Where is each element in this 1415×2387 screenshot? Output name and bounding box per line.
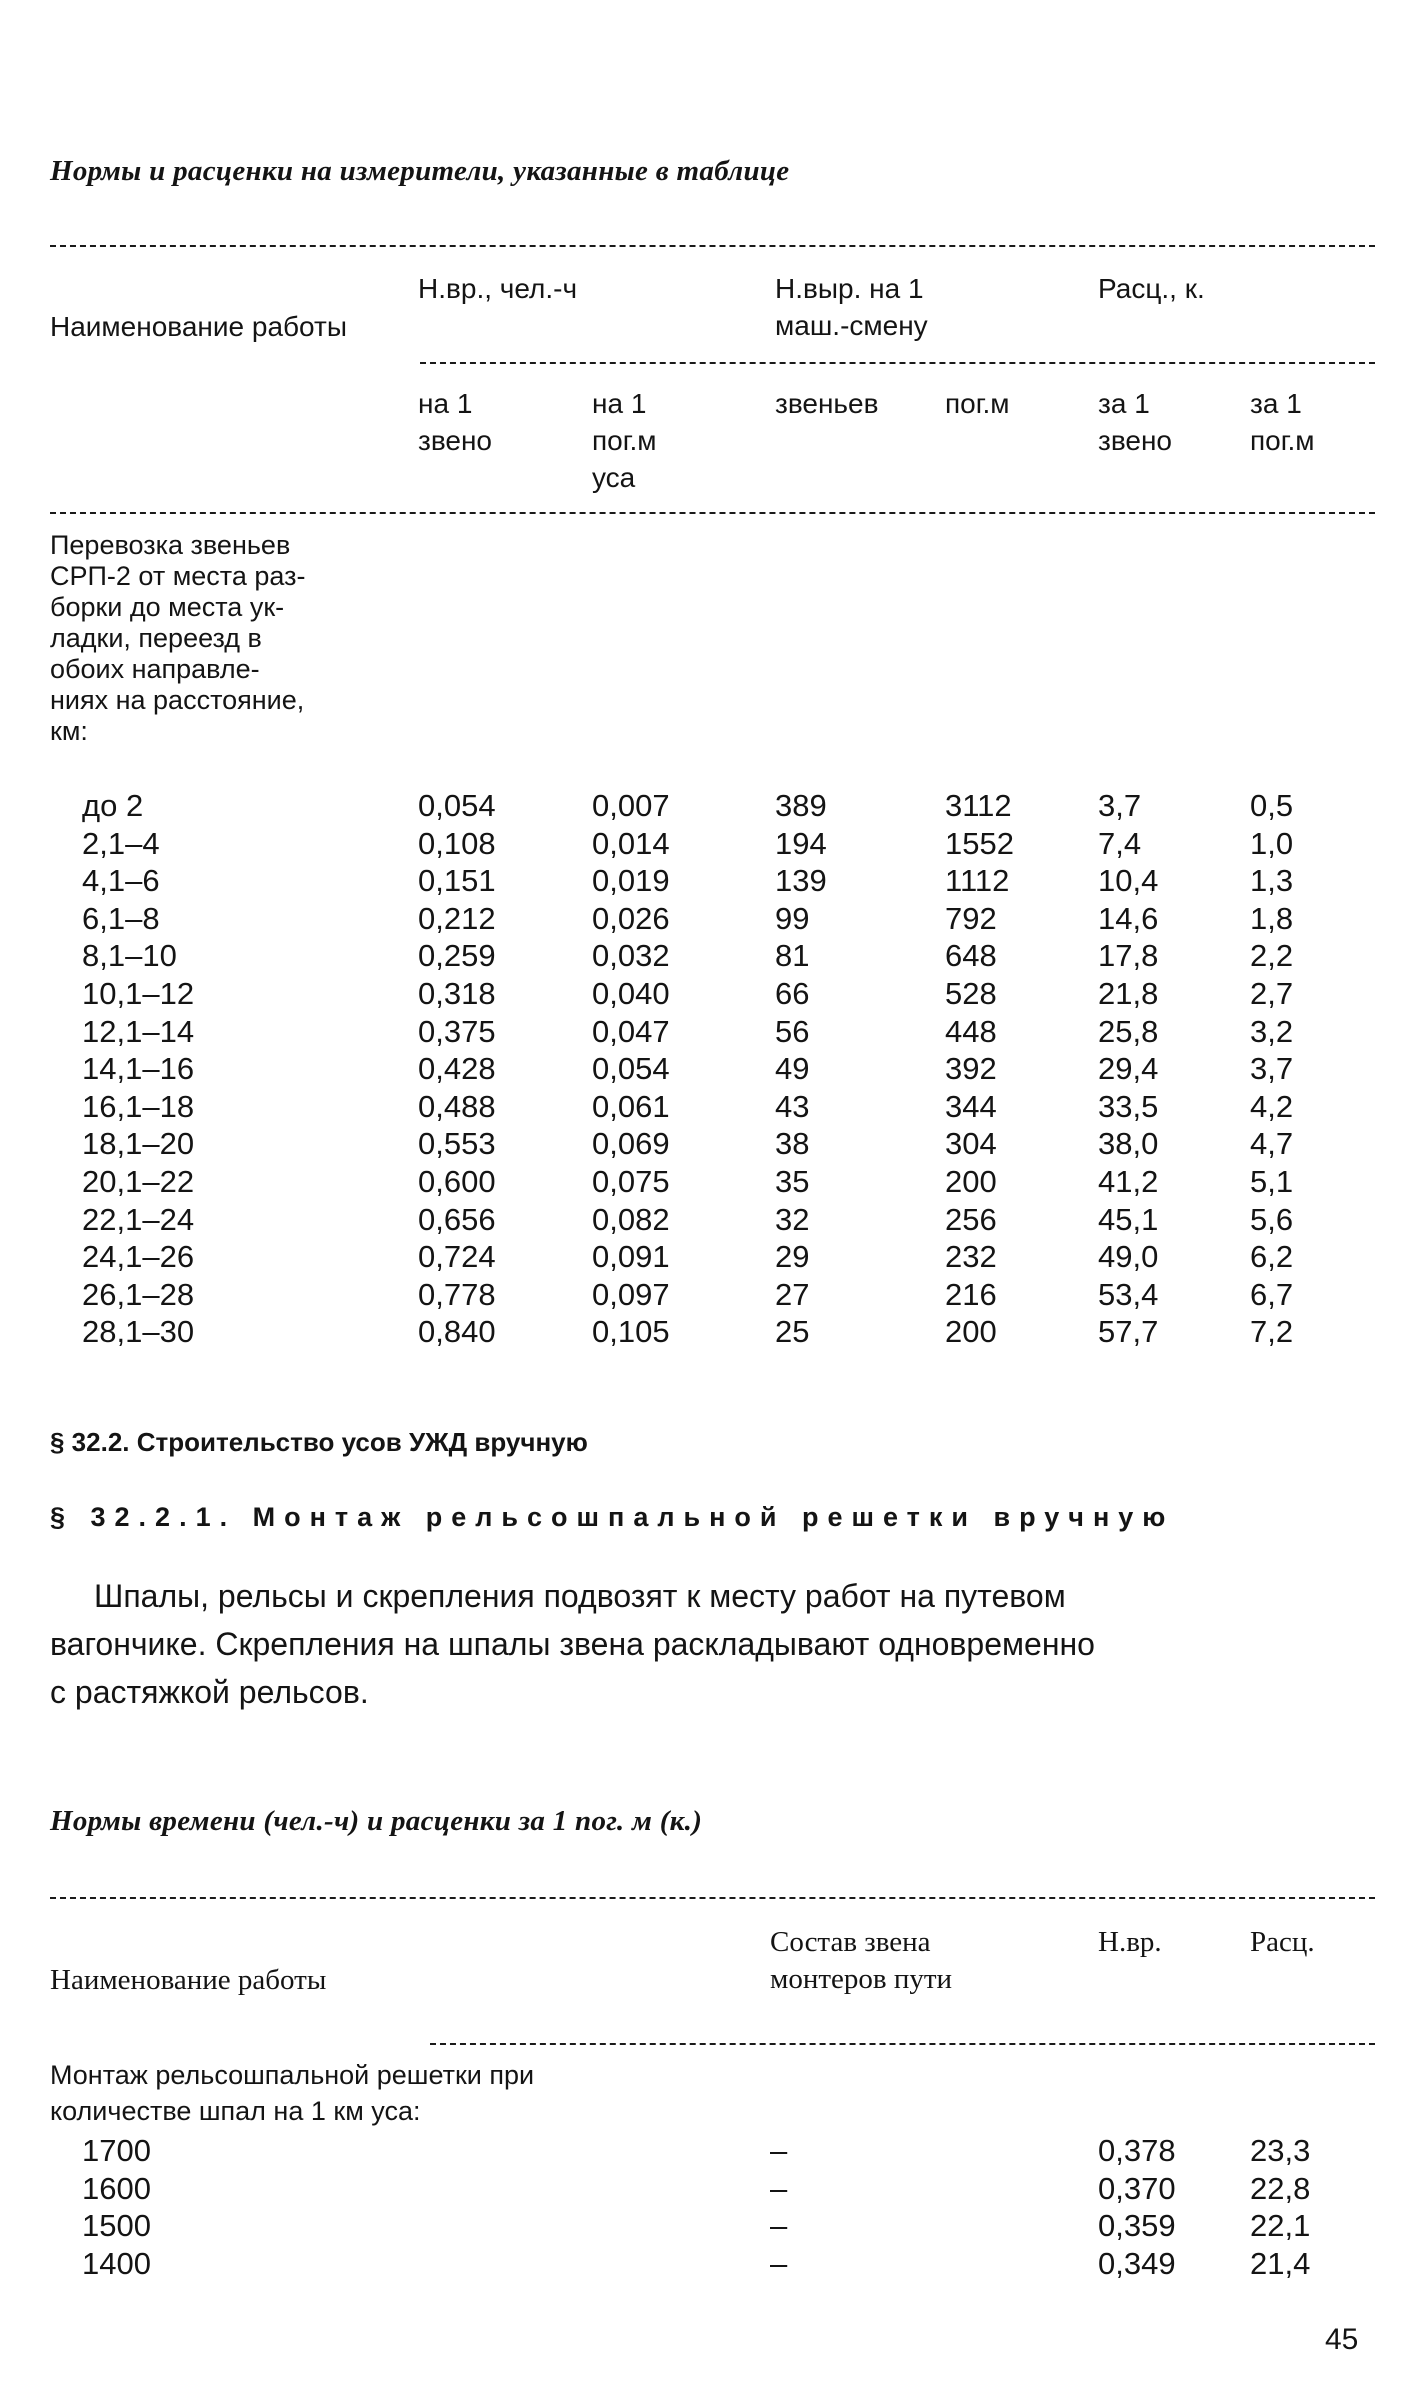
table1-cell: 0,212: [418, 900, 496, 936]
table1-cell: 200: [945, 1164, 997, 1199]
table1-cell: 99: [775, 900, 810, 936]
table1-header-time-norm: Н.вр., чел.-ч: [418, 273, 578, 304]
table1-row-distance: 8,1–10: [82, 938, 177, 974]
table1-header-links: звеньев: [775, 388, 879, 419]
table1-cell: 29,4: [1098, 1051, 1159, 1087]
table2-cell: –: [770, 2170, 788, 2206]
table1-cell: 5,1: [1250, 1164, 1294, 1199]
table2-cell: 0,359: [1098, 2208, 1176, 2243]
table1-cell: 0,082: [592, 1201, 670, 1237]
table1-row-distance: 22,1–24: [82, 1201, 195, 1237]
table2-cell: 0,378: [1098, 2133, 1176, 2168]
table1-cell: 0,724: [418, 1239, 496, 1275]
table1-header-bottom-rule: [50, 512, 1375, 514]
table2-row-sleepers: 1700: [82, 2133, 151, 2168]
table1-cell: 29: [775, 1239, 810, 1275]
table1-top-rule: [50, 245, 1375, 247]
table1-cell: 0,600: [418, 1164, 496, 1199]
table1-cell: 0,5: [1250, 788, 1294, 823]
table1-cell: 45,1: [1098, 1201, 1159, 1237]
table1-row-distance: 26,1–28: [82, 1276, 195, 1312]
table1-row-distance: до 2: [82, 788, 144, 823]
table1-cell: 25,8: [1098, 1013, 1159, 1049]
table1-header-output-norm: Н.выр. на 1 маш.-смену: [775, 273, 928, 341]
table2-cell: 22,1: [1250, 2208, 1311, 2243]
table1-cell: 43: [775, 1088, 810, 1124]
table1-cell: 81: [775, 938, 810, 974]
table1-cell: 3,7: [1098, 788, 1142, 823]
table1-cell: 38: [775, 1126, 810, 1162]
table1-cell: 53,4: [1098, 1276, 1159, 1312]
table1-cell: 0,061: [592, 1088, 670, 1124]
table1-header-meters: пог.м: [945, 388, 1010, 419]
table2-header-crew: Состав звена монтеров пути: [770, 1926, 953, 1995]
page-number: 45: [1325, 2323, 1359, 2356]
table1-cell: 528: [945, 976, 997, 1011]
table1-cell: 0,047: [592, 1013, 670, 1049]
table1-cell: 33,5: [1098, 1088, 1159, 1124]
table2-row-sleepers: 1500: [82, 2208, 151, 2243]
table1-cell: 49,0: [1098, 1239, 1159, 1275]
table1-cell: 1,8: [1250, 900, 1294, 936]
table1-cell: 0,097: [592, 1276, 670, 1312]
table1-cell: 0,105: [592, 1314, 670, 1350]
table1-cell: 1112: [945, 863, 1010, 899]
table1-cell: 32: [775, 1201, 810, 1237]
table1-cell: 0,840: [418, 1314, 496, 1350]
table1-cell: 0,014: [592, 825, 670, 861]
table1-row-distance: 4,1–6: [82, 863, 160, 899]
table2-cell: –: [770, 2245, 788, 2281]
table1-cell: 35: [775, 1164, 810, 1199]
table1-header-per-link: на 1 звено: [418, 388, 493, 456]
table1-cell: 0,054: [592, 1051, 670, 1087]
table1-cell: 0,151: [418, 863, 496, 899]
table1-sub-rule: [420, 362, 1375, 364]
table1-cell: 3112: [945, 788, 1012, 823]
table2-work-description: Монтаж рельсошпальной решетки при количестве шпал на 1 км уса:: [50, 2060, 535, 2126]
table1-cell: 38,0: [1098, 1126, 1159, 1162]
table1-cell: 7,4: [1098, 825, 1142, 861]
table1-cell: 648: [945, 938, 997, 974]
table1-cell: 3,7: [1250, 1051, 1294, 1087]
table2-cell: 0,349: [1098, 2245, 1176, 2281]
table1-cell: 139: [775, 863, 827, 899]
table1-cell: 27: [775, 1276, 810, 1312]
table1-cell: 0,091: [592, 1239, 670, 1275]
table1-cell: 448: [945, 1013, 997, 1049]
table1-cell: 0,032: [592, 938, 670, 974]
table1-row-distance: 10,1–12: [82, 976, 195, 1011]
table1-row-distance: 2,1–4: [82, 825, 160, 861]
table2-cell: –: [770, 2133, 788, 2168]
table1-cell: 392: [945, 1051, 997, 1087]
table1-cell: 1552: [945, 825, 1014, 861]
table2-cell: 21,4: [1250, 2245, 1311, 2281]
table1-cell: 6,2: [1250, 1239, 1294, 1275]
table1-cell: 0,026: [592, 900, 670, 936]
table1-cell: 0,019: [592, 863, 670, 899]
table1-cell: 0,488: [418, 1088, 496, 1124]
table1-cell: 41,2: [1098, 1164, 1159, 1199]
table1-cell: 21,8: [1098, 976, 1159, 1011]
table1-cell: 0,375: [418, 1013, 496, 1049]
table1-cell: 0,007: [592, 788, 670, 823]
table1-cell: 0,778: [418, 1276, 496, 1312]
table1-cell: 2,2: [1250, 938, 1294, 974]
table1-header-rate-meter: за 1 пог.м: [1250, 388, 1315, 456]
table1-header-rate-link: за 1 звено: [1098, 388, 1173, 456]
table1-row-distance: 16,1–18: [82, 1088, 195, 1124]
section-subheading: § 32.2.1. Монтаж рельсошпальной решетки вручную: [50, 1502, 1175, 1532]
table1-cell: 3,2: [1250, 1013, 1294, 1049]
table1-cell: 1,3: [1250, 863, 1294, 899]
table1-row-distance: 12,1–14: [82, 1013, 195, 1049]
table1-cell: 5,6: [1250, 1201, 1294, 1237]
table2-header-time-norm: Н.вр.: [1098, 1926, 1162, 1958]
table2-row-sleepers: 1600: [82, 2170, 151, 2206]
table1-cell: 200: [945, 1314, 997, 1350]
section-heading: § 32.2. Строительство усов УЖД вручную: [50, 1427, 588, 1457]
table1-header-rate: Расц., к.: [1098, 273, 1205, 304]
table1-cell: 0,259: [418, 938, 496, 974]
table1-cell: 0,108: [418, 825, 496, 861]
table2-cell: 23,3: [1250, 2133, 1311, 2168]
table2-cell: 22,8: [1250, 2170, 1311, 2206]
table1-header-per-meter: на 1 пог.м уса: [592, 388, 657, 493]
table1-cell: 0,069: [592, 1126, 670, 1162]
table1-cell: 0,054: [418, 788, 496, 823]
table1-cell: 56: [775, 1013, 810, 1049]
table1-cell: 7,2: [1250, 1314, 1294, 1350]
table2-row-sleepers: 1400: [82, 2245, 151, 2281]
table1-cell: 57,7: [1098, 1314, 1159, 1350]
table1-row-distance: 24,1–26: [82, 1239, 195, 1275]
table1-cell: 2,7: [1250, 976, 1294, 1011]
table1-row-distance: 6,1–8: [82, 900, 160, 936]
table1-cell: 0,040: [592, 976, 670, 1011]
table2-cell: –: [770, 2208, 788, 2243]
table2-cell: 0,370: [1098, 2170, 1176, 2206]
table1-cell: 216: [945, 1276, 997, 1312]
table1-cell: 4,7: [1250, 1126, 1294, 1162]
table1-cell: 389: [775, 788, 827, 823]
table1-row-distance: 14,1–16: [82, 1051, 195, 1087]
table1-caption: Нормы и расценки на измерители, указанные в таблице: [50, 155, 790, 187]
table1-cell: 0,075: [592, 1164, 670, 1199]
table1-work-description: Перевозка звеньев СРП-2 от места раз- борки до места ук- ладки, переезд в обоих направле- ниях на расстояние, км:: [50, 530, 306, 746]
table2-top-rule: [50, 1897, 1375, 1899]
table1-row-distance: 18,1–20: [82, 1126, 195, 1162]
table1-row-distance: 28,1–30: [82, 1314, 195, 1350]
table1-cell: 194: [775, 825, 827, 861]
table2-header-rate: Расц.: [1250, 1926, 1315, 1958]
table1-cell: 0,318: [418, 976, 496, 1011]
table1-cell: 14,6: [1098, 900, 1159, 936]
table1-row-distance: 20,1–22: [82, 1164, 195, 1199]
table1-cell: 0,553: [418, 1126, 496, 1162]
table1-cell: 49: [775, 1051, 810, 1087]
table1-cell: 256: [945, 1201, 997, 1237]
section-paragraph: Шпалы, рельсы и скрепления подвозят к месту работ на путевом вагончике. Скрепления на шпалы звена раскладывают одновременно с растяжкой рельсов.: [50, 1578, 1095, 1710]
table1-cell: 66: [775, 976, 810, 1011]
table1-cell: 10,4: [1098, 863, 1159, 899]
table1-cell: 304: [945, 1126, 997, 1162]
table1-cell: 1,0: [1250, 825, 1294, 861]
table1-cell: 792: [945, 900, 997, 936]
table1-header-work-name: Наименование работы: [50, 311, 347, 342]
table2-caption: Нормы времени (чел.-ч) и расценки за 1 пог. м (к.): [50, 1805, 703, 1837]
table1-cell: 25: [775, 1314, 810, 1350]
table1-cell: 0,656: [418, 1201, 496, 1237]
table1-cell: 344: [945, 1088, 997, 1124]
table2-header-bottom-rule: [430, 2043, 1375, 2045]
table1-cell: 6,7: [1250, 1276, 1294, 1312]
table1-cell: 232: [945, 1239, 997, 1275]
table1-cell: 4,2: [1250, 1088, 1294, 1124]
table2-header-work-name: Наименование работы: [50, 1964, 327, 1996]
table1-cell: 17,8: [1098, 938, 1159, 974]
table1-cell: 0,428: [418, 1051, 496, 1087]
